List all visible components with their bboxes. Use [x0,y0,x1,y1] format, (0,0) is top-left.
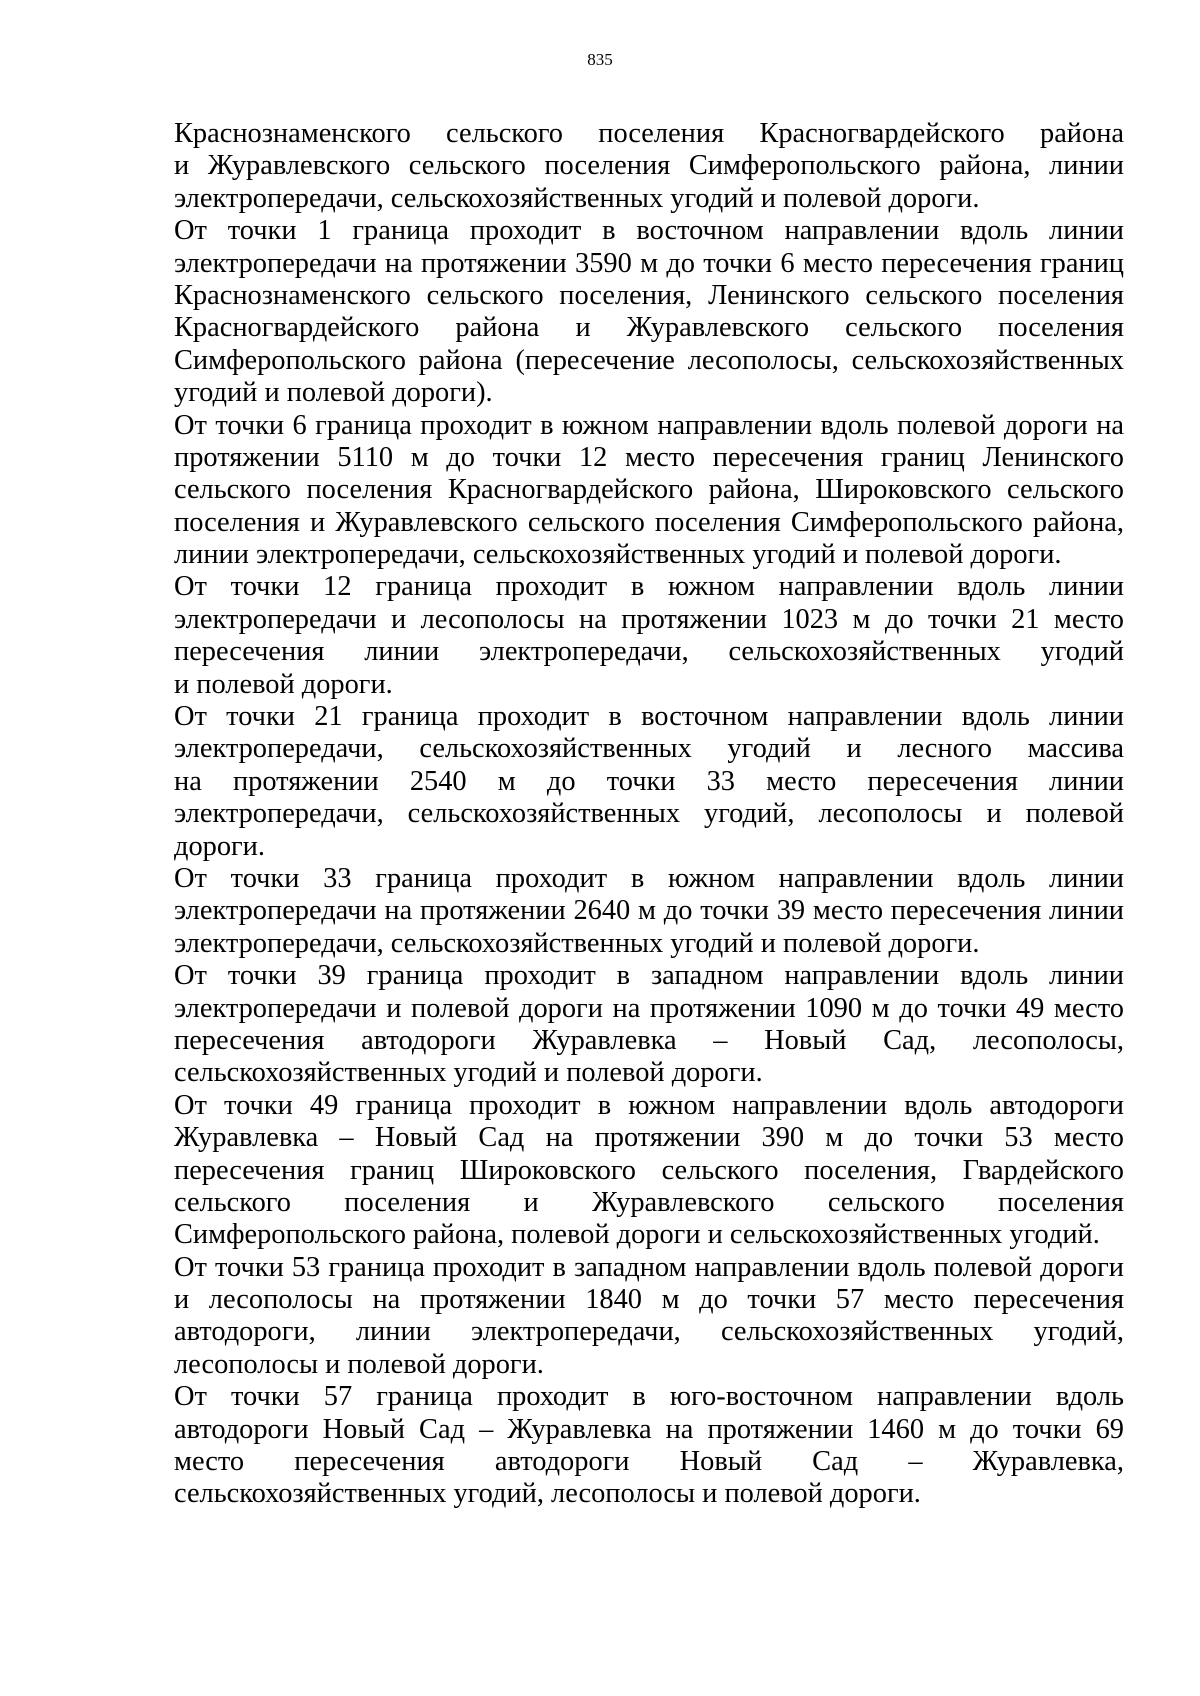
paragraph [174,1252,1124,1382]
text-line: лесополосы и полевой дороги. [174,1348,544,1380]
text-line: автодороги Новый Сад – Журавлевка на протяжении 1460 м до точки 69 [174,1413,1124,1445]
paragraph [174,571,1124,701]
text-line: дороги. [174,830,265,862]
text-line: место пересечения автодороги Новый Сад – Журавлевка, [174,1446,1124,1478]
text-line: электропередачи, сельскохозяйственных угодий, лесополосы и полевой [174,798,1124,830]
paragraph [174,1090,1124,1252]
page-number: 835 [587,50,613,69]
text-line: и полевой дороги. [174,668,393,700]
text-line: поселения и Журавлевского сельского поселения Симферопольского района, [174,506,1124,538]
text-line: электропередачи на протяжении 3590 м до точки 6 место пересечения границ [174,247,1124,279]
text-line: Журавлевка – Новый Сад на протяжении 390 м до точки 53 место [174,1122,1124,1154]
text-line: От точки 57 граница проходит в юго-восточном направлении вдоль [174,1381,1124,1413]
text-line: пересечения границ Широковского сельского поселения, Гвардейского [174,1154,1124,1186]
text-line: и лесополосы на протяжении 1840 м до точки 57 место пересечения [174,1284,1124,1316]
paragraph [174,410,1124,572]
text-line: От точки 49 граница проходит в южном направлении вдоль автодороги [174,1089,1124,1121]
text-line: пересечения автодороги Журавлевка – Новый Сад, лесополосы, [174,1024,1124,1056]
text-line: угодий и полевой дороги). [174,377,493,409]
text-line: Краснознаменского сельского поселения, Ленинского сельского поселения [174,279,1124,311]
text-line: От точки 1 граница проходит в восточном направлении вдоль линии [174,215,1124,247]
text-line: протяжении 5110 м до точки 12 место пересечения границ Ленинского [174,441,1124,473]
paragraph [174,960,1124,1090]
text-line: сельского поселения и Журавлевского сельского поселения [174,1186,1124,1218]
text-line: От точки 6 граница проходит в южном направлении вдоль полевой дороги на [174,409,1124,441]
text-line: электропередачи, сельскохозяйственных угодий и полевой дороги. [174,182,980,214]
text-line: сельского поселения Красногвардейского района, Широковского сельского [174,474,1124,506]
text-line: От точки 33 граница проходит в южном направлении вдоль линии [174,862,1124,894]
text-line: электропередачи и лесополосы на протяжении 1023 м до точки 21 место [174,603,1124,635]
text-line: линии электропередачи, сельскохозяйственных угодий и полевой дороги. [174,539,1062,571]
text-line: Краснознаменского сельского поселения Красногвардейского района [174,118,1124,149]
text-line: Симферопольского района (пересечение лесополосы, сельскохозяйственных [174,344,1124,376]
text-line: Симферопольского района, полевой дороги и сельскохозяйственных угодий. [174,1219,1100,1251]
text-line: электропередачи и полевой дороги на протяжении 1090 м до точки 49 место [174,992,1124,1024]
paragraph [174,701,1124,863]
text-line: электропередачи, сельскохозяйственных угодий и лесного массива [174,733,1124,765]
text-line: сельскохозяйственных угодий и полевой дороги. [174,1057,763,1089]
text-line: От точки 12 граница проходит в южном направлении вдоль линии [174,571,1124,603]
document-body [174,118,1124,1511]
text-line: От точки 21 граница проходит в восточном направлении вдоль линии [174,701,1124,733]
paragraph [174,863,1124,960]
text-line: От точки 53 граница проходит в западном направлении вдоль полевой дороги [174,1251,1124,1283]
text-line: и Журавлевского сельского поселения Симферопольского района, линии [174,150,1124,182]
text-line: электропередачи, сельскохозяйственных угодий и полевой дороги. [174,927,980,959]
text-line: автодороги, линии электропередачи, сельскохозяйственных угодий, [174,1316,1124,1348]
text-line: пересечения линии электропередачи, сельскохозяйственных угодий [174,636,1124,668]
text-line: на протяжении 2540 м до точки 33 место пересечения линии [174,765,1124,797]
text-line: От точки 39 граница проходит в западном направлении вдоль линии [174,960,1124,992]
text-line: электропередачи на протяжении 2640 м до точки 39 место пересечения линии [174,895,1124,927]
paragraph [174,118,1124,215]
paragraph [174,215,1124,409]
text-line: Красногвардейского района и Журавлевского сельского поселения [174,312,1124,344]
text-line: сельскохозяйственных угодий, лесополосы и полевой дороги. [174,1478,921,1510]
paragraph [174,1381,1124,1511]
